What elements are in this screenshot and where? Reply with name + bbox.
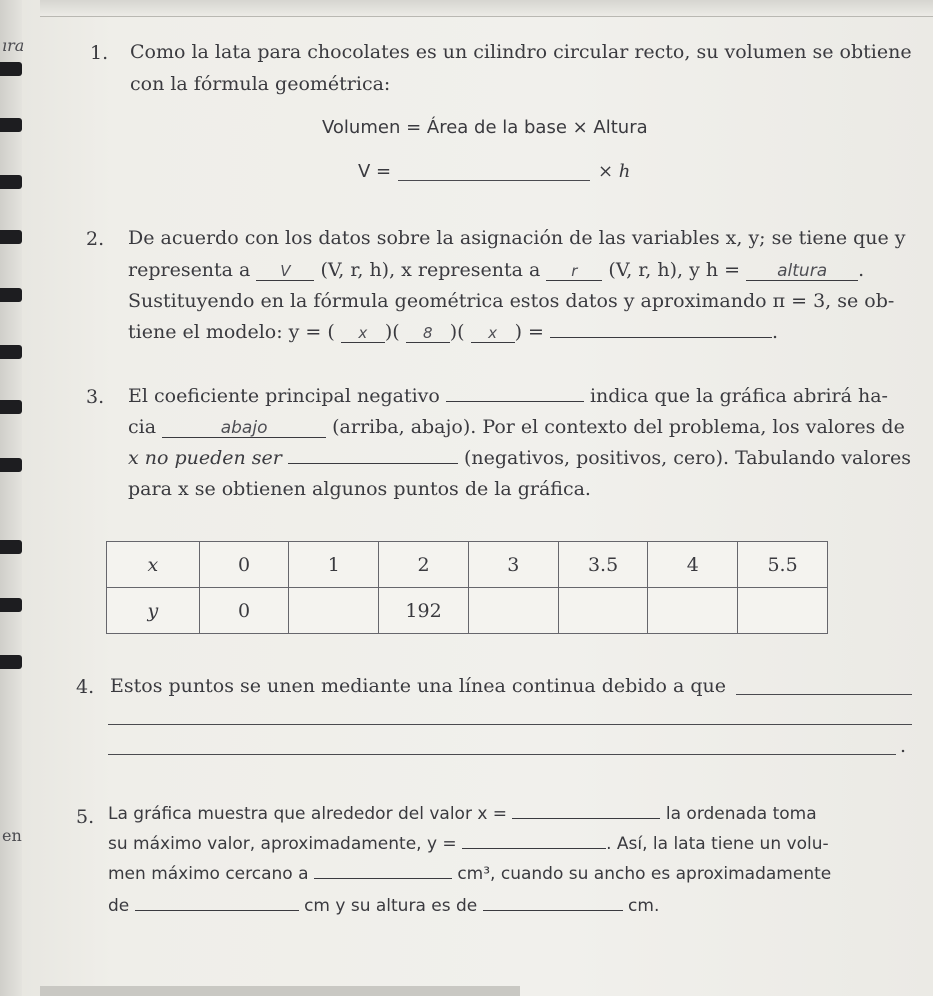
q1-line1: Como la lata para chocolates es un cilindro circular recto, su volumen se obtiene	[130, 41, 912, 63]
reason-line3[interactable]	[108, 754, 896, 755]
table-cell[interactable]	[648, 588, 738, 634]
table-cell: 3.5	[558, 542, 648, 588]
q5-text-i: cm.	[628, 896, 660, 916]
q3-line3	[128, 444, 911, 472]
model-result-blank[interactable]	[550, 319, 772, 338]
q3-text-b: indica que la gráfica abrirá ha-	[589, 385, 888, 407]
table-cell: 1	[289, 542, 379, 588]
table-header-x: x	[107, 542, 200, 588]
spine-mark	[0, 118, 22, 132]
spine-mark	[0, 62, 22, 76]
q3-text-d: (arriba, abajo). Por el contexto del problema, los valores de	[332, 416, 905, 438]
q5-line2	[108, 830, 829, 858]
base-area-blank[interactable]	[398, 180, 590, 181]
volume-formula: Volumen = Área de la base × Altura	[322, 117, 648, 138]
spine-mark	[0, 400, 22, 414]
model-factor3-blank[interactable]: x	[471, 324, 515, 343]
table-cell[interactable]	[738, 588, 828, 634]
q3-text-c: cia	[128, 416, 157, 438]
q5-text-a: La gráfica muestra que alrededor del valor x =	[108, 804, 508, 824]
q1-line2: con la fórmula geométrica:	[130, 73, 391, 95]
times-h: × h	[598, 161, 631, 182]
q3-line2	[128, 413, 905, 441]
q5-line3	[108, 860, 831, 888]
table-cell[interactable]	[289, 588, 379, 634]
q2-model-d: ) =	[514, 321, 544, 343]
reason-line2[interactable]	[108, 724, 912, 725]
q4-number: 4.	[76, 676, 95, 698]
table-cell[interactable]: 192	[379, 588, 469, 634]
q2-text-d: .	[858, 259, 865, 281]
q2-number: 2.	[86, 228, 105, 250]
q2-line1: De acuerdo con los datos sobre la asignación de las variables x, y; se tiene que y	[128, 227, 906, 249]
spine-mark	[0, 540, 22, 554]
q4-line1: Estos puntos se unen mediante una línea continua debido a que	[110, 675, 727, 697]
q2-text-a: representa a	[128, 259, 251, 281]
table-row-x	[107, 542, 828, 588]
binding-spine	[0, 0, 25, 996]
q3-text-f: (negativos, positivos, cero). Tabulando valores	[463, 447, 911, 469]
q4-end: .	[900, 735, 907, 757]
q2-model-a: tiene el modelo: y = (	[128, 321, 335, 343]
max-volume-blank[interactable]	[314, 860, 452, 879]
height-blank[interactable]	[483, 892, 623, 911]
table-cell: 2	[379, 542, 469, 588]
x-variable-blank[interactable]: r	[546, 262, 602, 281]
q3-text-a: El coeficiente principal negativo	[128, 385, 440, 407]
table-cell[interactable]	[468, 588, 558, 634]
spine-mark	[0, 458, 22, 472]
q5-line1	[108, 800, 817, 828]
q2-line4	[128, 318, 778, 346]
max-x-blank[interactable]	[512, 800, 660, 819]
q2-text-b: (V, r, h), x representa a	[320, 259, 541, 281]
q2-text-c: (V, r, h), y h =	[608, 259, 741, 281]
q5-number: 5.	[76, 806, 95, 828]
spine-mark	[0, 175, 22, 189]
table-cell[interactable]: 0	[199, 588, 289, 634]
sign-blank[interactable]	[288, 445, 458, 464]
q5-line4	[108, 892, 659, 920]
width-blank[interactable]	[135, 892, 299, 911]
q2-line2	[128, 256, 864, 284]
q3-number: 3.	[86, 386, 105, 408]
top-page-edge	[40, 0, 933, 17]
table-cell: 5.5	[738, 542, 828, 588]
spine-mark	[0, 230, 22, 244]
spine-mark	[0, 598, 22, 612]
table-cell: 3	[468, 542, 558, 588]
q3-line1	[128, 382, 888, 410]
h-variable-blank[interactable]: altura	[746, 262, 858, 281]
table-cell: 0	[199, 542, 289, 588]
q5-text-b: la ordenada toma	[665, 804, 817, 824]
q5-text-f: cm³, cuando su ancho es aproximadamente	[457, 864, 832, 884]
direction-blank[interactable]: abajo	[162, 419, 326, 438]
q2-model-e: .	[772, 321, 779, 343]
q5-text-g: de	[108, 896, 130, 916]
table-cell[interactable]	[558, 588, 648, 634]
table-cell: 4	[648, 542, 738, 588]
max-y-blank[interactable]	[462, 830, 606, 849]
spine-mark	[0, 345, 22, 359]
coefficient-blank[interactable]	[446, 383, 584, 402]
q5-text-e: men máximo cercano a	[108, 864, 309, 884]
spine-mark	[0, 288, 22, 302]
q1-number: 1.	[90, 42, 109, 64]
model-factor1-blank[interactable]: x	[341, 324, 385, 343]
values-table	[106, 541, 828, 634]
table-row-y	[107, 588, 828, 634]
y-variable-blank[interactable]: V	[256, 262, 314, 281]
table-header-y: y	[107, 588, 200, 634]
q3-line4: para x se obtienen algunos puntos de la gráfica.	[128, 478, 591, 500]
q5-text-h: cm y su altura es de	[304, 896, 478, 916]
q3-text-e: x no pueden ser	[128, 447, 282, 469]
q2-model-b: )(	[384, 321, 400, 343]
q5-text-d: . Así, la lata tiene un volu-	[606, 834, 829, 854]
spine-mark	[0, 655, 22, 669]
q5-text-c: su máximo valor, aproximadamente, y =	[108, 834, 457, 854]
q2-line3: Sustituyendo en la fórmula geométrica estos datos y aproximando π = 3, se ob-	[128, 290, 895, 312]
margin-word: ıra	[2, 36, 25, 55]
q2-model-c: )(	[449, 321, 465, 343]
reason-blank[interactable]	[736, 694, 912, 695]
model-factor2-blank[interactable]: 8	[406, 324, 450, 343]
v-label: V =	[358, 161, 392, 182]
bottom-page-edge	[40, 986, 520, 996]
margin-word: en	[2, 826, 22, 845]
